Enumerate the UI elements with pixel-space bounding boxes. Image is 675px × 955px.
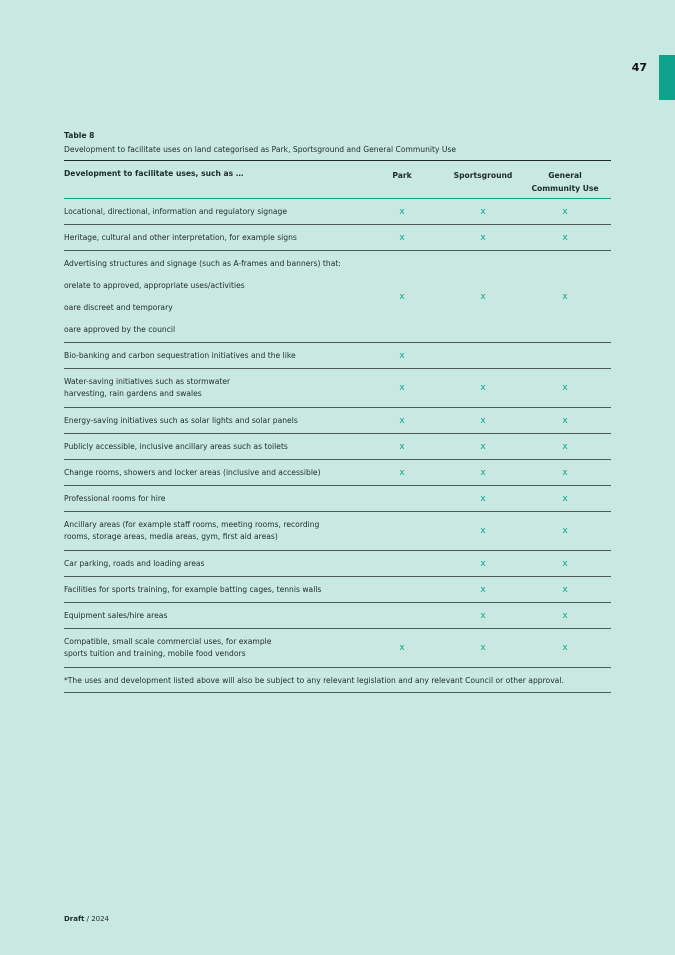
row-description-line (64, 319, 384, 341)
row-description-line: Advertising structures and signage (such as A-frames and banners) that: (64, 259, 341, 268)
table-row (64, 577, 611, 603)
row-description-line: Publicly accessible, inclusive ancillary areas such as toilets (64, 441, 288, 451)
general-community-use-mark: x (562, 206, 568, 217)
row-description-line: Heritage, cultural and other interpretation, for example signs (64, 232, 297, 242)
table-row (64, 251, 611, 343)
table-row (64, 408, 611, 434)
row-description (64, 512, 384, 550)
row-description-line (64, 275, 384, 297)
row-description (64, 434, 384, 459)
park-mark: x (399, 467, 405, 478)
table-row (64, 343, 611, 369)
general-community-use-mark: x (562, 383, 568, 393)
row-description (64, 460, 384, 485)
row-description-line: Change rooms, showers and locker areas (inclusive and accessible) (64, 467, 321, 477)
park-mark: x (399, 206, 405, 217)
table-subtitle: Development to facilitate uses on land categorised as Park, Sportsground and General Community Use (64, 145, 457, 154)
header-sportsground: Sportsground (453, 171, 513, 180)
footer-draft-label: Draft (64, 915, 85, 923)
table-row (64, 629, 611, 668)
row-description (64, 369, 384, 407)
sportsground-mark: x (480, 291, 486, 302)
table-note: *The uses and development listed above will also be subject to any relevant legislation and any relevant Council or other approval. (64, 668, 611, 693)
row-description (64, 251, 384, 342)
row-description (64, 199, 384, 224)
general-community-use-mark: x (562, 441, 568, 452)
park-mark: x (399, 350, 405, 361)
row-description-line: Equipment sales/hire areas (64, 610, 168, 620)
table-row (64, 460, 611, 486)
sportsground-mark: x (480, 383, 486, 393)
row-description-line: harvesting, rain gardens and swales (64, 389, 202, 398)
table-row (64, 199, 611, 225)
table-header (64, 161, 611, 199)
sportsground-mark: x (480, 493, 486, 504)
bullet-marker: o (64, 325, 69, 334)
sportsground-mark: x (480, 610, 486, 621)
general-community-use-mark: x (562, 415, 568, 426)
header-general-community-use: General Community Use (531, 171, 599, 193)
row-description-line: Professional rooms for hire (64, 493, 166, 503)
table-title: Table 8 (64, 131, 95, 140)
park-mark: x (399, 415, 405, 426)
row-description (64, 408, 384, 433)
park-mark: x (399, 441, 405, 452)
row-description-line: Locational, directional, information and regulatory signage (64, 206, 288, 216)
table-row (64, 486, 611, 512)
row-description (64, 577, 384, 602)
general-community-use-mark: x (562, 467, 568, 478)
sportsground-mark: x (480, 232, 486, 243)
row-description-line: sports tuition and training, mobile food vendors (64, 649, 246, 658)
row-description-line: Water-saving initiatives such as stormwater (64, 377, 231, 386)
general-community-use-mark: x (562, 584, 568, 595)
table-row (64, 512, 611, 551)
bullet-text: are discreet and temporary (68, 303, 173, 312)
bullet-marker: o (64, 303, 69, 312)
row-description-line: Bio-banking and carbon sequestration initiatives and the like (64, 350, 296, 360)
table-row (64, 369, 611, 408)
bullet-text: relate to approved, appropriate uses/activities (68, 281, 245, 290)
park-mark: x (399, 291, 405, 302)
row-description (64, 225, 384, 250)
park-mark: x (399, 383, 405, 393)
sportsground-mark: x (480, 467, 486, 478)
sportsground-mark: x (480, 584, 486, 595)
general-community-use-mark: x (562, 232, 568, 243)
row-description (64, 551, 384, 576)
general-community-use-mark: x (562, 493, 568, 504)
row-description (64, 629, 384, 667)
row-description (64, 343, 384, 368)
row-description-line: rooms, storage areas, media areas, gym, first aid areas) (64, 532, 278, 541)
uses-table (64, 160, 611, 693)
row-description (64, 486, 384, 511)
general-community-use-mark: x (562, 291, 568, 302)
park-mark: x (399, 643, 405, 653)
row-description-line: Energy-saving initiatives such as solar lights and solar panels (64, 415, 298, 425)
general-community-use-mark: x (562, 526, 568, 536)
row-description-line: Car parking, roads and loading areas (64, 558, 205, 568)
table-row (64, 434, 611, 460)
section-tab-marker (659, 55, 675, 100)
sportsground-mark: x (480, 558, 486, 569)
header-development: Development to facilitate uses, such as … (64, 169, 244, 178)
row-description-line: Compatible, small scale commercial uses, for example (64, 637, 272, 646)
sportsground-mark: x (480, 206, 486, 217)
row-description-line: Facilities for sports training, for example batting cages, tennis walls (64, 584, 322, 594)
page-footer (64, 915, 109, 923)
table-row (64, 225, 611, 251)
sportsground-mark: x (480, 441, 486, 452)
general-community-use-mark: x (562, 643, 568, 653)
general-community-use-mark: x (562, 610, 568, 621)
bullet-text: are approved by the council (68, 325, 176, 334)
general-community-use-mark: x (562, 558, 568, 569)
sportsground-mark: x (480, 526, 486, 536)
table-caption (64, 130, 611, 155)
footer-year: / 2024 (84, 915, 110, 923)
page-number: 47 (631, 61, 647, 74)
sportsground-mark: x (480, 643, 486, 653)
row-description-line (64, 297, 384, 319)
header-park: Park (392, 171, 412, 180)
table-row (64, 551, 611, 577)
sportsground-mark: x (480, 415, 486, 426)
bullet-marker: o (64, 281, 69, 290)
row-description-line: Ancillary areas (for example staff rooms, meeting rooms, recording (64, 520, 320, 529)
row-description (64, 603, 384, 628)
table-row (64, 603, 611, 629)
park-mark: x (399, 232, 405, 243)
